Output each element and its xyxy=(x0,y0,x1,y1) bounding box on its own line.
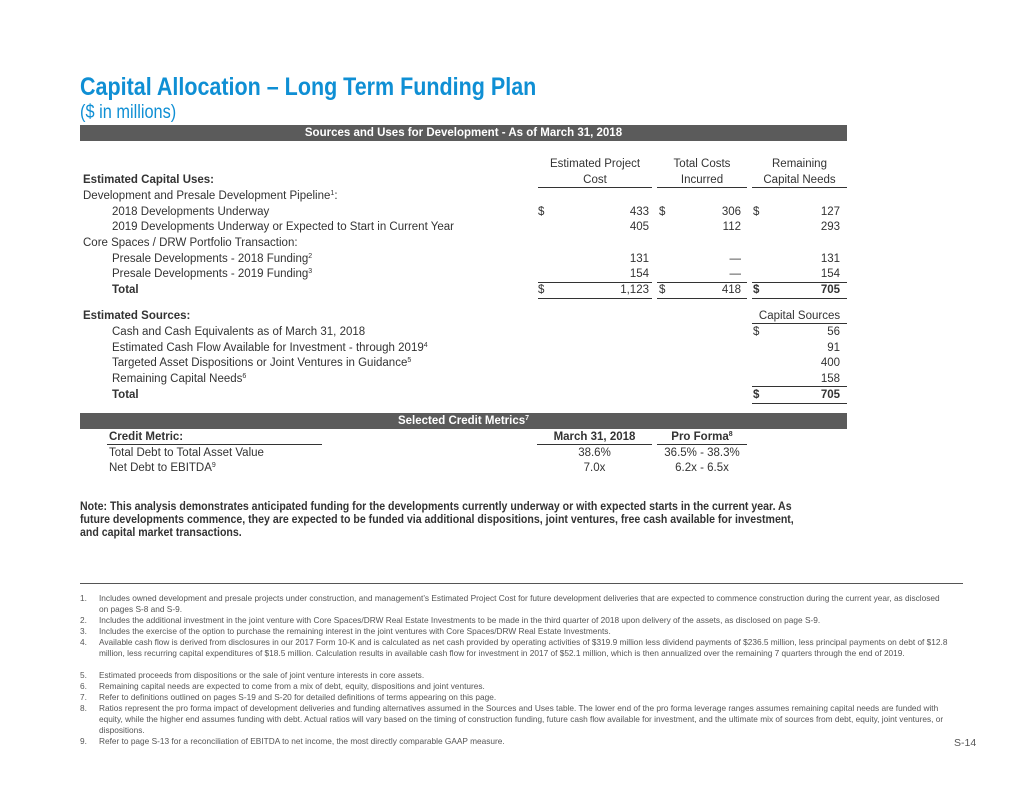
footnote-divider xyxy=(80,583,963,584)
credit-row-debt-ebitda-label: Net Debt to EBITDA$^9$ xyxy=(109,462,216,474)
uses-heading: Estimated Capital Uses: xyxy=(83,174,215,186)
credit-row-debt-asset-march: 38.6% xyxy=(578,447,611,459)
footnote-number: 1. xyxy=(80,593,87,603)
col-header-incurred-line2: Incurred xyxy=(680,174,724,186)
credit-row-debt-ebitda-march: 7.0x xyxy=(583,462,606,474)
cash-dollar: $ xyxy=(753,326,760,338)
footnote-text: Estimated proceeds from dispositions or the sale of joint venture interests in core assets. xyxy=(99,670,425,680)
credit-row-debt-ebitda-pro-forma: 6.2x - 6.5x xyxy=(675,462,729,474)
cashflow-label: Estimated Cash Flow Available for Investment - through 2019$^4$ xyxy=(112,342,428,354)
col-header-remaining-line2: Capital Needs xyxy=(763,174,836,186)
credit-col-pro-forma: Pro Forma$^8$ xyxy=(671,431,733,443)
presale-2019-cost: 154 xyxy=(629,268,649,280)
presale-2019-incurred: — xyxy=(729,268,741,280)
credit-col-march-underline xyxy=(537,444,652,445)
credit-row-debt-asset-pro-forma: 36.5% - 38.3% xyxy=(664,447,740,459)
footnote-text: Refer to definitions outlined on pages S-19 and S-20 for detailed definitions of terms appearing on this page. xyxy=(99,692,497,702)
sources-total-value: 705 xyxy=(820,389,840,401)
total-bottom-rule-3 xyxy=(752,298,847,299)
uses-total-cost: 1,123 xyxy=(620,284,649,296)
cash-value: 56 xyxy=(827,326,840,338)
uses-total-dollar-incurred: $ xyxy=(659,284,666,296)
row-2018-dollar-cost: $ xyxy=(538,206,545,218)
footnote-number: 3. xyxy=(80,626,87,636)
total-bottom-rule-2 xyxy=(657,298,747,299)
pipeline-label: Development and Presale Development Pipeline$^1$: xyxy=(83,190,338,202)
page-title: Capital Allocation – Long Term Funding Plan xyxy=(80,73,537,101)
sources-total-dollar: $ xyxy=(753,389,760,401)
capital-sources-underline xyxy=(752,323,847,324)
footnote-text: Includes owned development and presale projects under construction, and management’s Estimated Project Cost for future development deliveries that are expected to commence construction during the current year, as disclosed on pages S-8 and S-9. xyxy=(99,593,940,614)
footnote-number: 6. xyxy=(80,681,87,691)
row-2018-cost: 433 xyxy=(629,206,649,218)
sources-uses-header-bar: Sources and Uses for Development - As of March 31, 2018 xyxy=(80,125,847,141)
credit-col-march: March 31, 2018 xyxy=(553,431,636,443)
presale-2018-cost: 131 xyxy=(629,253,649,265)
col-header-estimated-cost-line2: Cost xyxy=(583,174,607,186)
dispositions-label: Targeted Asset Dispositions or Joint Ventures in Guidance$^5$ xyxy=(112,357,412,369)
credit-metric-heading: Credit Metric: xyxy=(109,431,184,443)
presale-2018-label: Presale Developments - 2018 Funding$^2$ xyxy=(112,253,313,265)
col-header-underline-1 xyxy=(538,187,652,188)
total-bottom-rule-1 xyxy=(538,298,652,299)
footnote-text: Remaining capital needs are expected to come from a mix of debt, equity, dispositions and joint ventures. xyxy=(99,681,485,691)
sources-total-top-rule xyxy=(752,386,847,387)
core-spaces-label: Core Spaces / DRW Portfolio Transaction: xyxy=(83,237,298,249)
footnote-number: 9. xyxy=(80,736,87,746)
row-2018-remaining: 127 xyxy=(820,206,840,218)
footnote-number: 8. xyxy=(80,703,87,713)
col-header-capital-sources: Capital Sources xyxy=(758,310,841,322)
row-2019-cost: 405 xyxy=(629,221,649,233)
sources-total-label: Total xyxy=(112,389,139,401)
uses-total-dollar-remaining: $ xyxy=(753,284,760,296)
col-header-remaining-line1: Remaining xyxy=(772,158,827,170)
footnote-number: 7. xyxy=(80,692,87,702)
presale-2019-remaining: 154 xyxy=(820,268,840,280)
footnote-number: 5. xyxy=(80,670,87,680)
footnote-text: Includes the exercise of the option to purchase the remaining interest in the joint ventures with Core Spaces/DRW Real Estate Investments. xyxy=(99,626,611,636)
col-header-underline-2 xyxy=(657,187,747,188)
presale-2019-label: Presale Developments - 2019 Funding$^3$ xyxy=(112,268,313,280)
page-subtitle: ($ in millions) xyxy=(80,102,177,123)
row-2019-remaining: 293 xyxy=(820,221,840,233)
row-2018-label: 2018 Developments Underway xyxy=(112,206,270,218)
uses-total-incurred: 418 xyxy=(721,284,741,296)
presale-2018-remaining: 131 xyxy=(820,253,840,265)
row-2018-incurred: 306 xyxy=(721,206,741,218)
row-2019-label: 2019 Developments Underway or Expected to Start in Current Year xyxy=(112,221,454,233)
footnote-number: 2. xyxy=(80,615,87,625)
footnote-text: Includes the additional investment in the joint venture with Core Spaces/DRW Real Estate Investments to be made in the third quarter of 2018 upon delivery of the assets, as disclosed on page S-9. xyxy=(99,615,821,625)
analysis-note: Note: This analysis demonstrates anticipated funding for the developments currently underway or with expected starts in the current year. As future developments commence, they are expected to be funded via additional dispositions, joint ventures, free cash available for investment, and capital market transactions. xyxy=(80,501,794,539)
footnote-text: Refer to page S-13 for a reconciliation of EBITDA to net income, the most directly comparable GAAP measure. xyxy=(99,736,505,746)
uses-total-dollar-cost: $ xyxy=(538,284,545,296)
credit-metrics-header-bar: Selected Credit Metrics$^7$ xyxy=(80,413,847,429)
footnote-text: Ratios represent the pro forma impact of development deliveries and funding alternatives assumed in the Sources and Uses table. The lower end of the pro forma leverage ranges assumes remaining capital needs are funded with equity, while the higher end assumes funding with debt. Actual ratios will vary based on the timing of construction funding, future cash flow available for investment, and the ultimate mix of sources from debt, equity, joint ventures, or dispositions. xyxy=(99,703,944,735)
credit-metric-underline xyxy=(107,444,322,445)
col-header-incurred-line1: Total Costs xyxy=(673,158,731,170)
presale-2018-incurred: — xyxy=(729,253,741,265)
uses-total-remaining: 705 xyxy=(820,284,840,296)
cash-label: Cash and Cash Equivalents as of March 31, 2018 xyxy=(112,326,366,338)
sources-heading: Estimated Sources: xyxy=(83,310,191,322)
page-number: S-14 xyxy=(954,737,977,749)
row-2018-dollar-remaining: $ xyxy=(753,206,760,218)
credit-col-pro-forma-underline xyxy=(657,444,747,445)
col-header-underline-3 xyxy=(752,187,847,188)
uses-total-label: Total xyxy=(112,284,139,296)
remaining-needs-label: Remaining Capital Needs$^6$ xyxy=(112,373,247,385)
footnote-text: Available cash flow is derived from disclosures in our 2017 Form 10-K and is calculated as net cash provided by operating activities of $319.9 million less dividend payments of $236.5 million, less principal payments on debt of $12.8 million, less recurring capital expenditures of $18.5 million. Calculation results in available cash flow for investment in 2017 of $52.1 million, which is then annualized over the remaining 7 quarters through the end of 2019. xyxy=(99,637,948,658)
row-2019-incurred: 112 xyxy=(722,221,741,233)
col-header-estimated-cost-line1: Estimated Project xyxy=(549,158,641,170)
dispositions-value: 400 xyxy=(820,357,840,369)
cashflow-value: 91 xyxy=(827,342,840,354)
sources-total-bottom-rule xyxy=(752,403,847,404)
row-2018-dollar-incurred: $ xyxy=(659,206,666,218)
remaining-needs-value: 158 xyxy=(820,373,840,385)
footnote-number: 4. xyxy=(80,637,87,647)
credit-row-debt-asset-label: Total Debt to Total Asset Value xyxy=(109,447,264,459)
